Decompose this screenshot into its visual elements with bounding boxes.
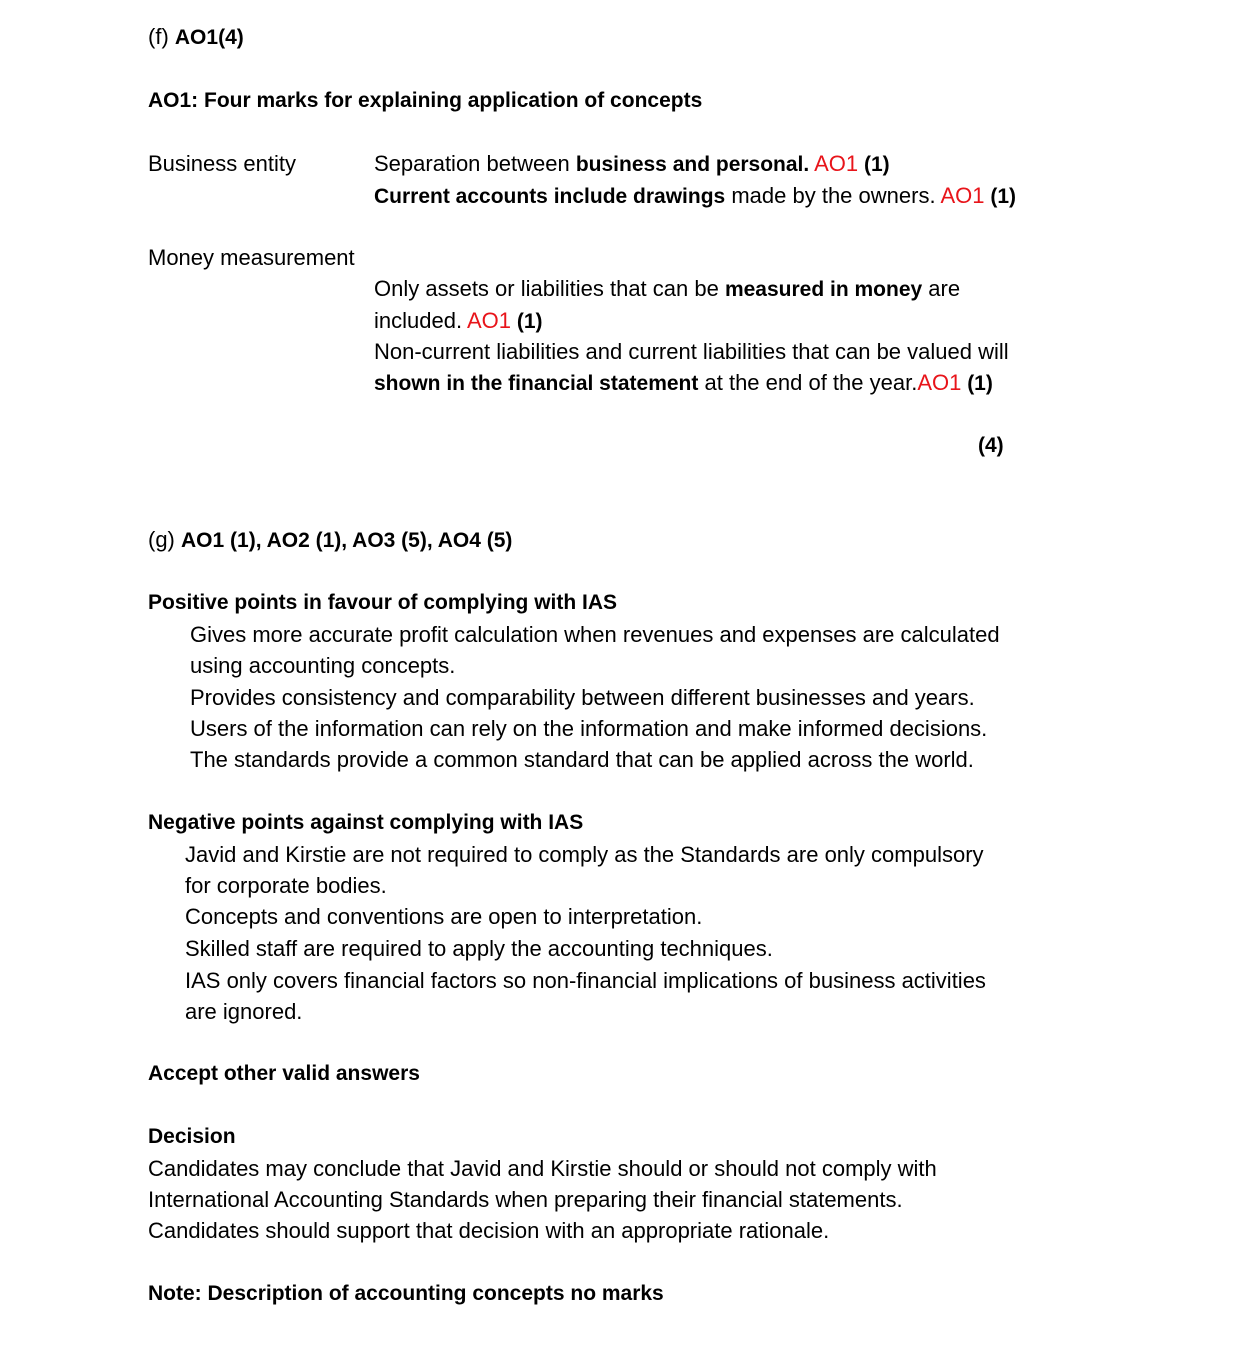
text: included. bbox=[374, 308, 467, 333]
decision-line: Candidates should support that decision with an appropriate rationale. bbox=[148, 1218, 830, 1243]
negative-point: IAS only covers financial factors so non-financial implications of business activities bbox=[185, 968, 986, 993]
mark: (1) bbox=[858, 153, 890, 176]
note: Note: Description of accounting concepts no marks bbox=[148, 1282, 664, 1305]
ao-tag: AO1 bbox=[940, 183, 985, 208]
text: at the end of the year. bbox=[698, 370, 918, 395]
positive-point: Users of the information can rely on the information and make informed decisions. bbox=[190, 716, 988, 741]
text: Separation between bbox=[374, 151, 576, 176]
section-g-title bbox=[148, 527, 512, 554]
negative-heading: Negative points against complying with IAS bbox=[148, 811, 584, 834]
ao-tag: AO1 bbox=[809, 151, 859, 176]
section-prefix: (f) bbox=[148, 24, 169, 49]
bold-text: shown in the financial statement bbox=[374, 372, 699, 395]
mark: (1) bbox=[984, 185, 1016, 208]
bold-text: business and personal. bbox=[575, 153, 810, 176]
positive-point: using accounting concepts. bbox=[190, 653, 456, 678]
decision-line: International Accounting Standards when preparing their financial statements. bbox=[148, 1187, 903, 1212]
bold-text: Current accounts include drawings bbox=[374, 185, 726, 208]
positive-point: Gives more accurate profit calculation when revenues and expenses are calculated bbox=[190, 622, 1000, 647]
money-measurement-line-4 bbox=[374, 370, 993, 397]
section-prefix: (g) bbox=[148, 527, 175, 552]
decision-heading: Decision bbox=[148, 1125, 236, 1148]
ao-tag: AO1 bbox=[466, 308, 511, 333]
positive-point: Provides consistency and comparability between different businesses and years. bbox=[190, 685, 975, 710]
text: are bbox=[922, 276, 961, 301]
decision-line: Candidates may conclude that Javid and Kirstie should or should not comply with bbox=[148, 1156, 937, 1181]
negative-point: Concepts and conventions are open to interpretation. bbox=[185, 904, 703, 929]
bold-text: measured in money bbox=[724, 278, 923, 301]
text: Only assets or liabilities that can be bbox=[374, 276, 725, 301]
positive-point: The standards provide a common standard that can be applied across the world. bbox=[190, 747, 974, 772]
section-code: AO1 (1), AO2 (1), AO3 (5), AO4 (5) bbox=[181, 529, 513, 552]
money-measurement-line-1 bbox=[374, 276, 960, 303]
concept-label-money-measurement: Money measurement bbox=[148, 245, 355, 270]
accept-other-answers: Accept other valid answers bbox=[148, 1062, 420, 1085]
negative-point: for corporate bodies. bbox=[185, 873, 387, 898]
negative-point: are ignored. bbox=[185, 999, 303, 1024]
negative-point: Javid and Kirstie are not required to comply as the Standards are only compulsory bbox=[185, 842, 984, 867]
ao-tag: AO1 bbox=[917, 370, 962, 395]
mark: (1) bbox=[511, 310, 543, 333]
positive-heading: Positive points in favour of complying with IAS bbox=[148, 591, 618, 614]
total-marks: (4) bbox=[978, 434, 1004, 457]
text: made by the owners. bbox=[725, 183, 941, 208]
section-f-title bbox=[148, 24, 244, 51]
money-measurement-line-3: Non-current liabilities and current liabilities that can be valued will bbox=[374, 339, 1009, 364]
money-measurement-line-2 bbox=[374, 308, 543, 335]
concept-label-business-entity: Business entity bbox=[148, 151, 296, 176]
mark: (1) bbox=[961, 372, 993, 395]
ao1-heading: AO1: Four marks for explaining application of concepts bbox=[148, 89, 703, 112]
business-entity-line-1 bbox=[374, 151, 890, 178]
section-code: AO1(4) bbox=[174, 26, 244, 49]
negative-point: Skilled staff are required to apply the accounting techniques. bbox=[185, 936, 773, 961]
business-entity-line-2 bbox=[374, 183, 1016, 210]
